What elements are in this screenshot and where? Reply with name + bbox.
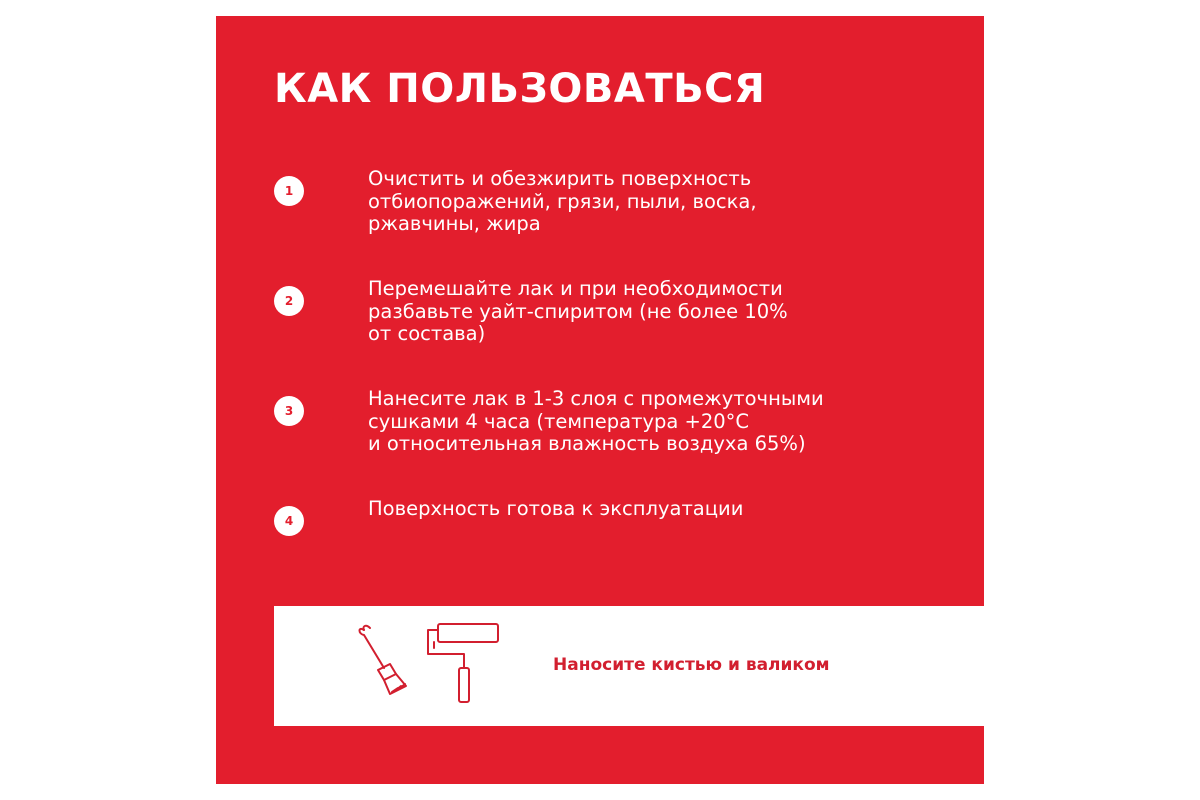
step-number-badge: 4: [274, 506, 304, 536]
step-item-2: [274, 277, 914, 366]
step-number-badge: 3: [274, 396, 304, 426]
step-text: Очистить и обезжирить поверхность отбиопоражений, грязи, пыли, воска, ржавчины, жира: [368, 167, 757, 235]
step-item-1: [274, 167, 914, 256]
application-method-bar: [274, 606, 984, 726]
step-item-4: [274, 497, 914, 586]
step-number-badge: 2: [274, 286, 304, 316]
step-text: Нанесите лак в 1-3 слоя с промежуточными сушками 4 часа (температура +20°C и относительная влажность воздуха 65%): [368, 387, 824, 455]
step-text: Поверхность готова к эксплуатации: [368, 497, 744, 520]
application-method-label: Наносите кистью и валиком: [553, 655, 830, 675]
step-item-3: [274, 387, 914, 476]
paint-brush-icon: [360, 626, 407, 694]
application-tools-icons: [354, 620, 504, 710]
step-number-badge: 1: [274, 176, 304, 206]
instructions-card: [216, 16, 984, 784]
page-title: КАК ПОЛЬЗОВАТЬСЯ: [274, 66, 766, 112]
paint-roller-icon: [428, 624, 498, 702]
step-text: Перемешайте лак и при необходимости разбавьте уайт-спиритом (не более 10% от состава): [368, 277, 788, 345]
